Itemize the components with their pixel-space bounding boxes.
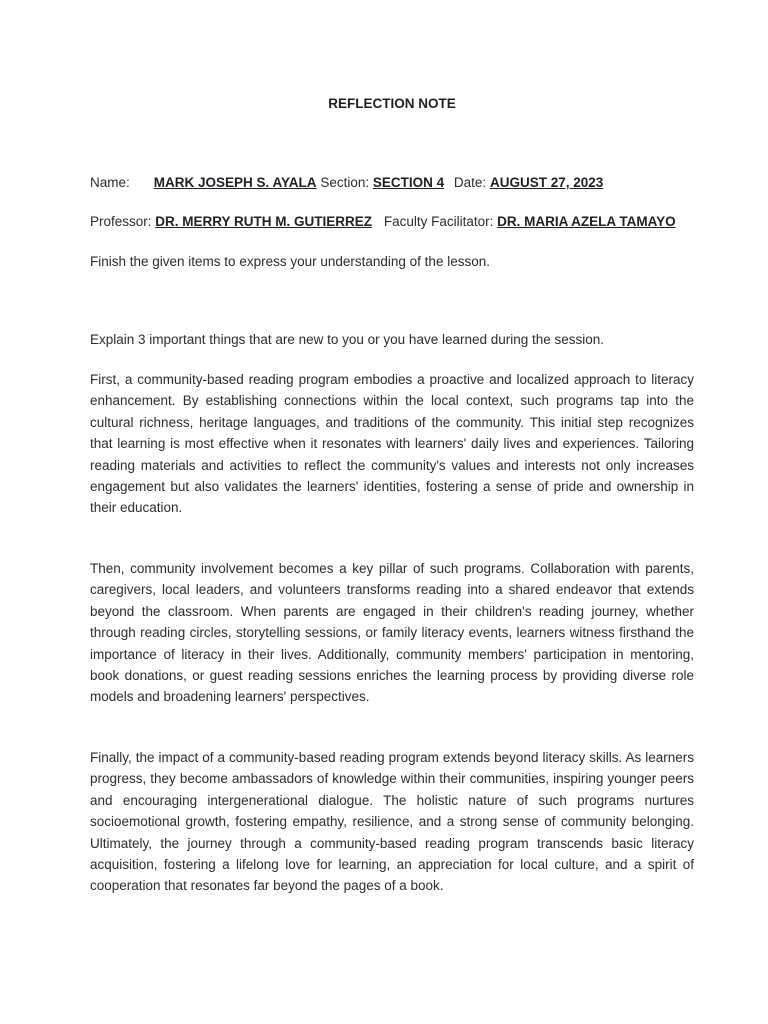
- paragraph-then: Then, community involvement becomes a key pillar of such programs. Collaboration with parents, caregivers, local leaders, and volunteers transforms reading into a shared endeavor that extends beyond the classroom. When parents are engaged in their children's reading journey, whether through reading circles, storytelling sessions, or family literacy events, learners witness firsthand the importance of literacy in their lives. Additionally, community members' participation in mentoring, book donations, or guest reading sessions enriches the learning process by providing diverse role models and broadening learners' perspectives.: [90, 561, 694, 705]
- header-line-professor-facilitator: [90, 213, 676, 231]
- instruction-text: Finish the given items to express your understanding of the lesson.: [90, 254, 490, 269]
- professor-value: DR. MERRY RUTH M. GUTIERREZ: [155, 214, 373, 229]
- name-value: MARK JOSEPH S. AYALA: [153, 175, 317, 190]
- name-label: Name:: [90, 175, 130, 190]
- facilitator-label: Faculty Facilitator:: [383, 214, 494, 229]
- date-value: AUGUST 27, 2023: [489, 175, 604, 190]
- facilitator-value: DR. MARIA AZELA TAMAYO: [497, 214, 676, 229]
- paragraph-first: First, a community-based reading program embodies a proactive and localized approach to literacy enhancement. By establishing connections within the local context, such programs tap into the cultural richness, heritage languages, and traditions of the community. This initial step recognizes that learning is most effective when it resonates with learners' daily lives and experiences. Tailoring reading materials and activities to reflect the community's values and interests not only increases engagement but also validates the learners' identities, fostering a sense of pride and ownership in their education.: [90, 372, 694, 516]
- page-title: REFLECTION NOTE: [328, 96, 456, 111]
- paragraph-finally: Finally, the impact of a community-based reading program extends beyond literacy skills. As learners progress, they become ambassadors of knowledge within their communities, inspiring younger peers and encouraging intergenerational dialogue. The holistic nature of such programs nurtures socioemotional growth, fostering empathy, resilience, and a strong sense of community belonging. Ultimately, the journey through a community-based reading program transcends basic literacy acquisition, fostering a lifelong love for learning, an appreciation for local culture, and a spirit of cooperation that resonates far beyond the pages of a book.: [90, 750, 694, 894]
- question-prompt: Explain 3 important things that are new to you or you have learned during the session.: [90, 332, 605, 347]
- professor-label: Professor:: [90, 214, 152, 229]
- header-line-name-section-date: [90, 174, 603, 192]
- section-label: Section:: [320, 175, 370, 190]
- section-value: SECTION 4: [372, 175, 445, 190]
- date-label: Date:: [453, 175, 487, 190]
